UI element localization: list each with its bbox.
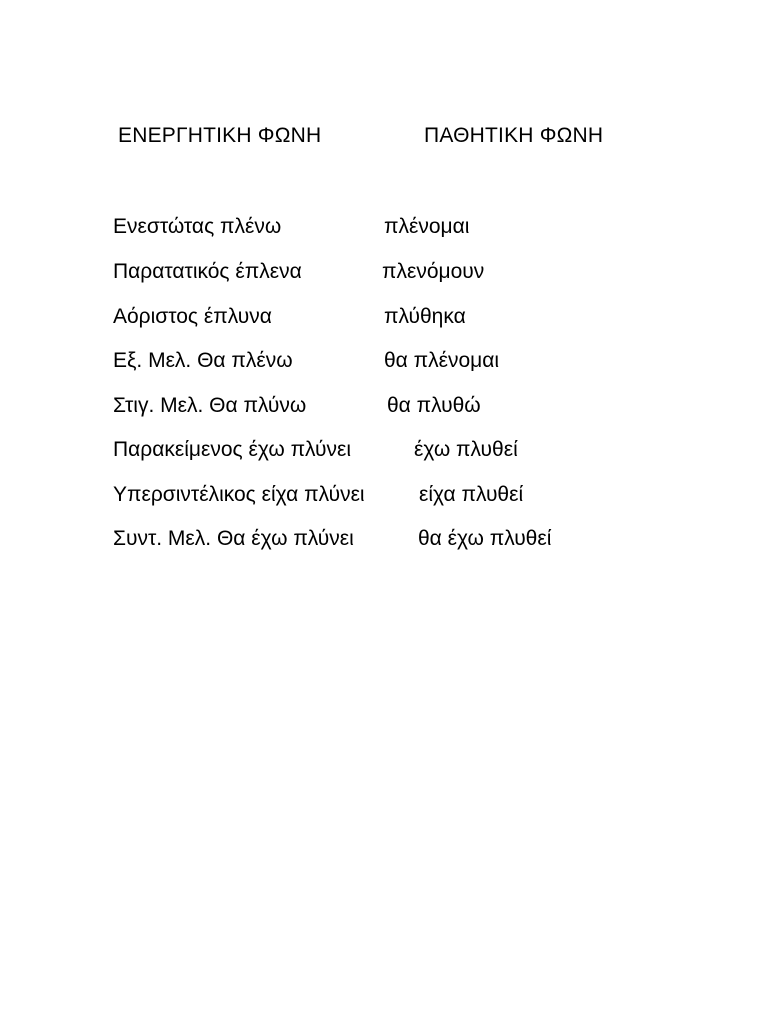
- passive-form: θα πλυθώ: [387, 394, 481, 417]
- active-form: Παρακείμενος έχω πλύνει: [113, 438, 352, 461]
- passive-form: έχω πλυθεί: [414, 438, 518, 461]
- active-form: Υπερσιντέλικος είχα πλύνει: [113, 483, 365, 506]
- active-form: Εξ. Μελ. Θα πλένω: [113, 349, 293, 372]
- active-form: Αόριστος έπλυνα: [113, 305, 272, 328]
- passive-form: θα πλένομαι: [384, 349, 500, 372]
- active-form: Συντ. Μελ. Θα έχω πλύνει: [113, 527, 354, 550]
- passive-form: θα έχω πλυθεί: [418, 527, 552, 550]
- passive-form: είχα πλυθεί: [419, 483, 524, 506]
- active-form: Παρατατικός έπλενα: [113, 260, 302, 283]
- active-form: Στιγ. Μελ. Θα πλύνω: [113, 394, 307, 417]
- passive-form: πλενόμουν: [382, 260, 485, 283]
- active-voice-heading: ΕΝΕΡΓΗΤΙΚΗ ΦΩΝΗ: [118, 124, 322, 147]
- passive-voice-heading: ΠΑΘΗΤΙΚΗ ΦΩΝΗ: [424, 124, 604, 147]
- active-form: Ενεστώτας πλένω: [113, 215, 282, 238]
- passive-form: πλύθηκα: [384, 305, 466, 328]
- passive-form: πλένομαι: [384, 215, 470, 238]
